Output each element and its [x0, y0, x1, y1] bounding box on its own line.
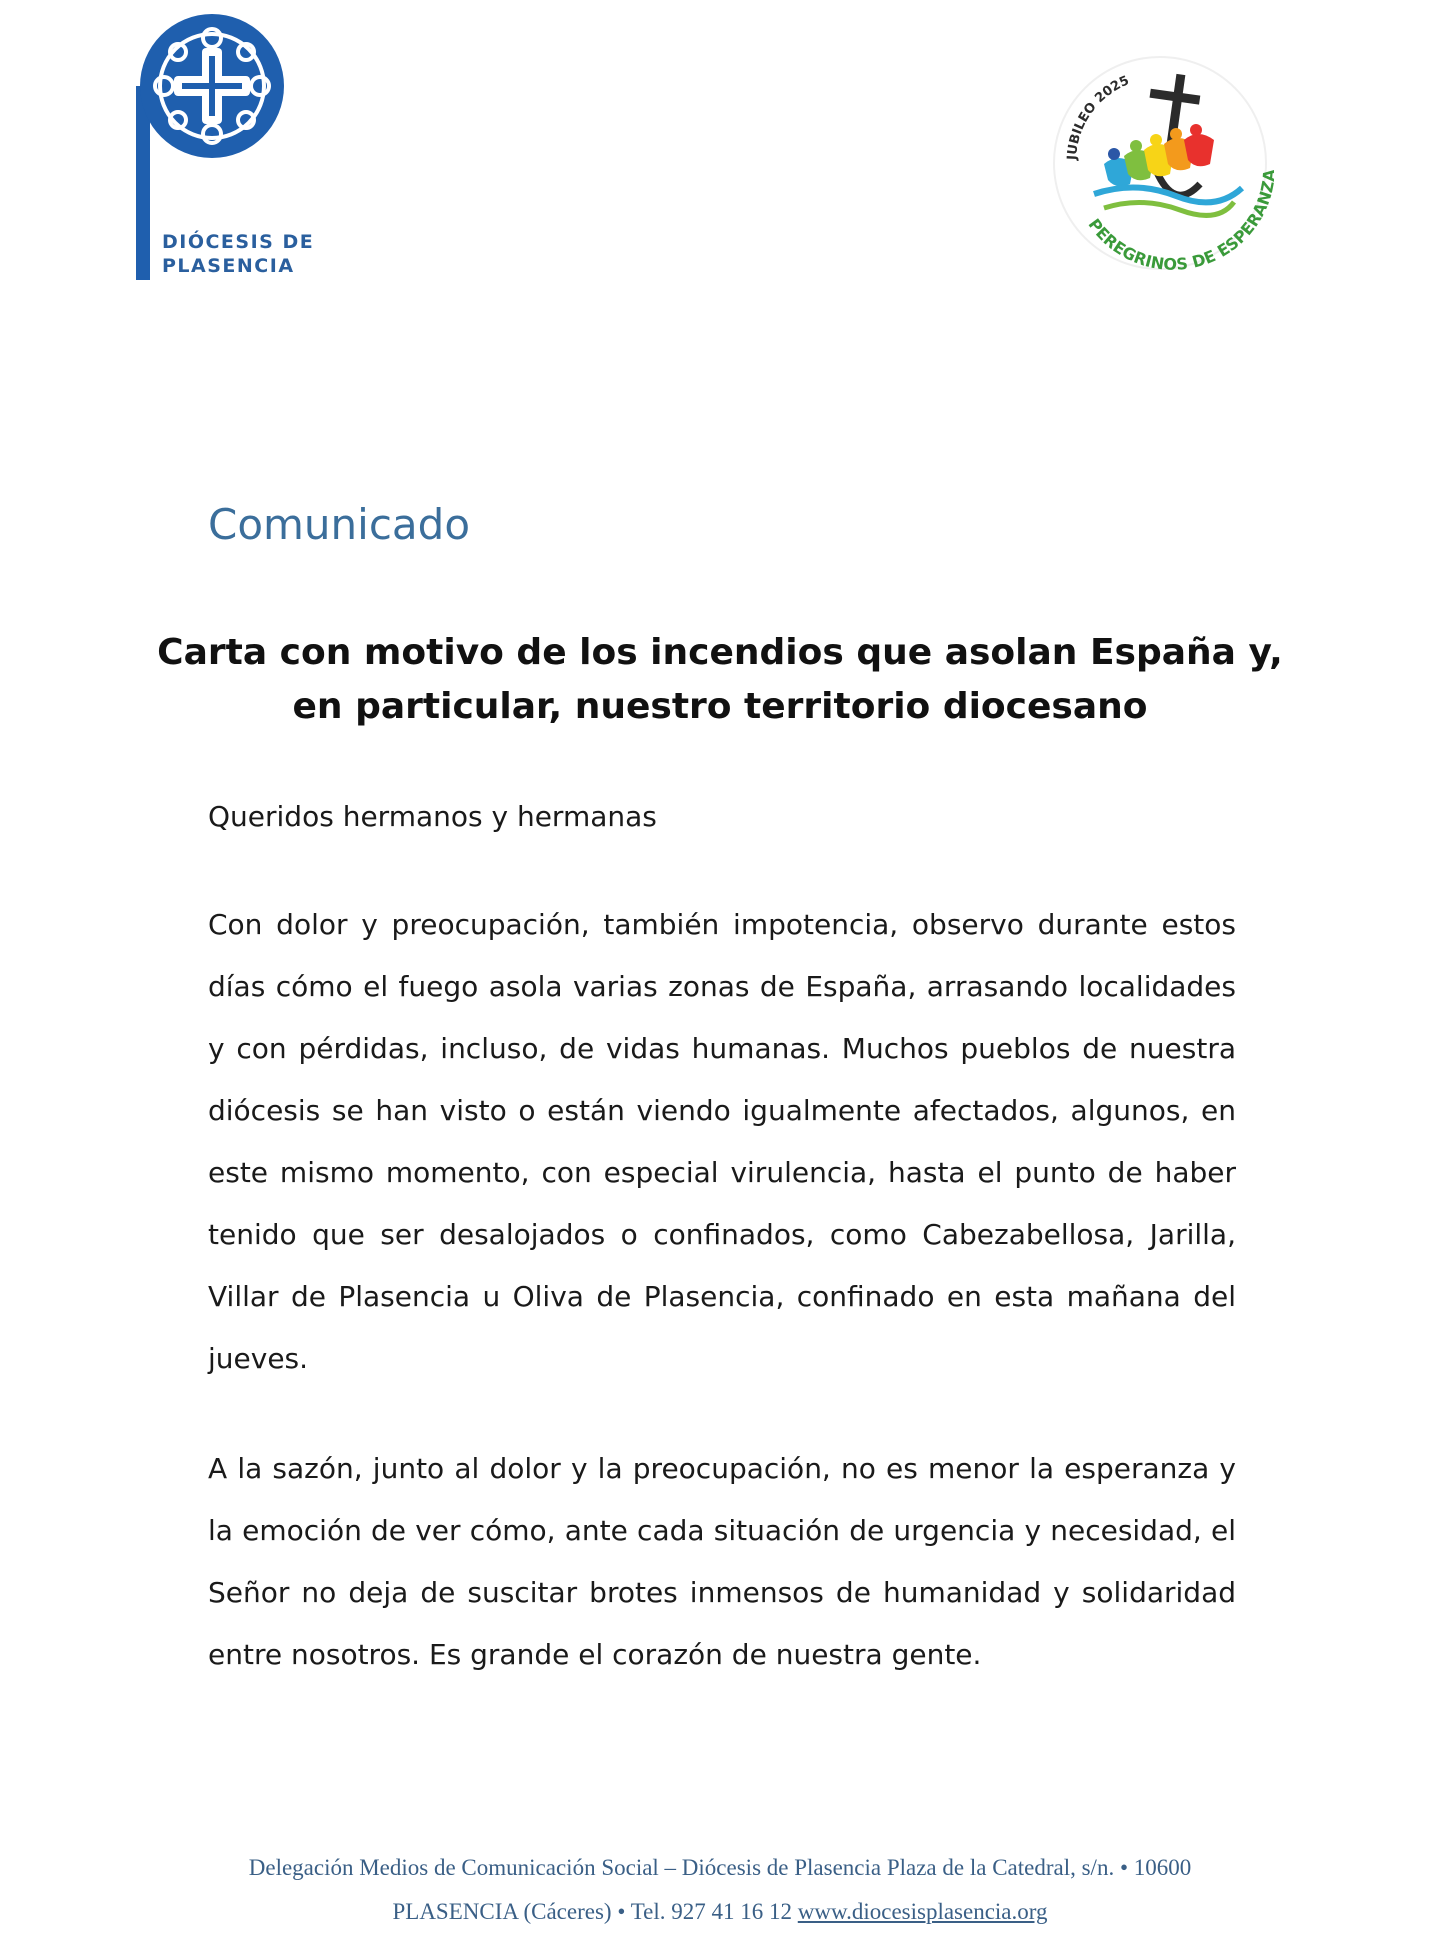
jubilee-bottom-text: PEREGRINOS DE ESPERAN — [1084, 188, 1274, 274]
letter-title-line1: Carta con motivo de los incendios que asolan España y, — [157, 632, 1283, 673]
jubilee-top-text: JUBILEO 2025 — [1064, 73, 1132, 161]
diocese-logo-line2: PLASENCIA — [162, 255, 295, 277]
footer-contact-line — [150, 1890, 1290, 1934]
diocese-logo-line1: DIÓCESIS DE — [162, 231, 315, 253]
letter-title — [150, 626, 1290, 734]
diocese-seal-icon — [136, 8, 288, 160]
diocese-logo-text — [162, 230, 314, 278]
jubilee-emblem-icon — [1046, 52, 1274, 274]
letter-title-line2: en particular, nuestro territorio diocesano — [292, 686, 1148, 727]
section-label: Comunicado — [208, 500, 471, 549]
footer-address-line: Delegación Medios de Comunicación Social – Diócesis de Plasencia Plaza de la Catedral, s/n. • 10600 — [248, 1855, 1192, 1880]
body-paragraph-1: Con dolor y preocupación, también impotencia, observo durante estos días cómo el fuego asola varias zonas de España, arrasando localidades y con pérdidas, incluso, de vidas humanas. Muchos pueblos de nuestra diócesis se han visto o están viendo igualmente afectados, algunos, en este mismo momento, con especial virulencia, hasta el punto de haber tenido que ser desalojados o confinados, como Cabezabellosa, Jarilla, Villar de Plasencia u Oliva de Plasencia, confinado en esta mañana del jueves. — [208, 908, 1236, 1375]
diocese-logo — [136, 8, 396, 280]
salutation: Queridos hermanos y hermanas — [208, 800, 657, 833]
body-paragraph-2: A la sazón, junto al dolor y la preocupación, no es menor la esperanza y la emoción de ver cómo, ante cada situación de urgencia y necesidad, el Señor no deja de suscitar brotes inmensos de humanidad y solidaridad entre nosotros. Es grande el corazón de nuestra gente. — [208, 1452, 1236, 1671]
footer — [150, 1846, 1290, 1934]
footer-website-link[interactable]: www.diocesisplasencia.org — [797, 1899, 1048, 1924]
footer-phone: PLASENCIA (Cáceres) • Tel. 927 41 16 12 — [392, 1899, 793, 1924]
jubilee-logo — [1046, 52, 1274, 274]
